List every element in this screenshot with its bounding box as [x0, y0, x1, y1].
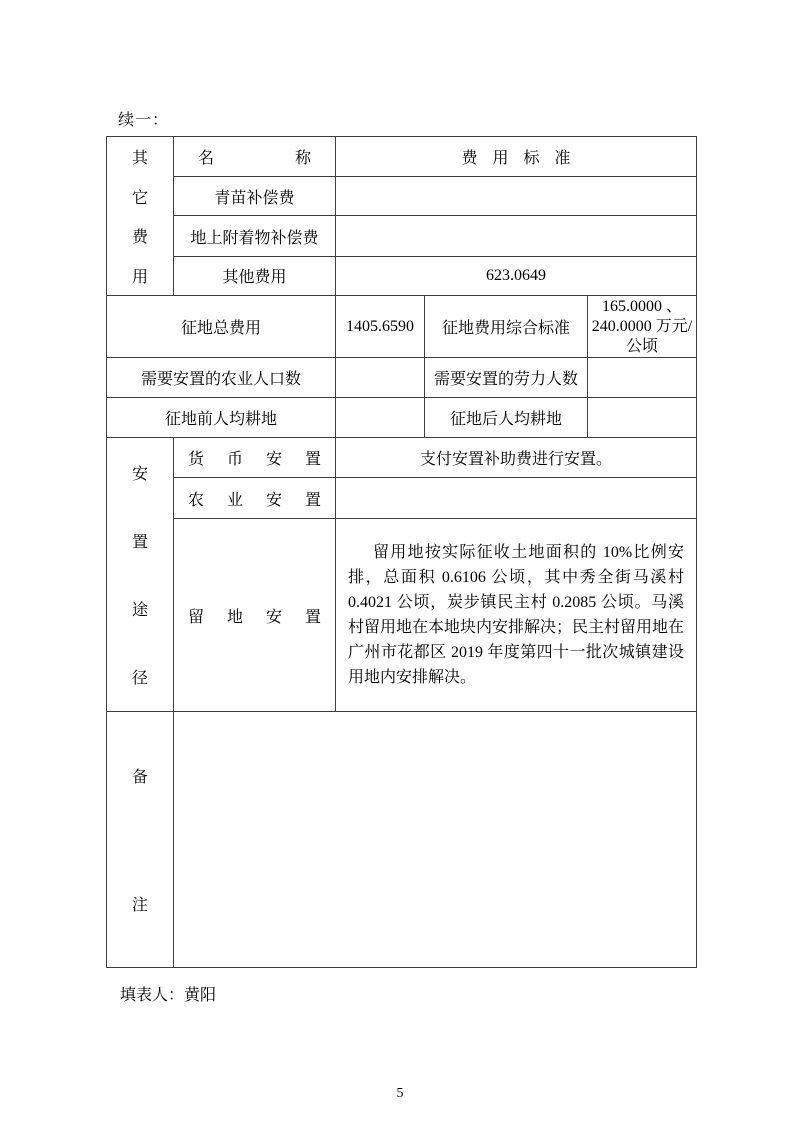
monetary-resettlement-row — [107, 438, 697, 478]
agri-population-label: 需要安置的农业人口数 — [140, 371, 301, 388]
population-row — [107, 358, 697, 398]
form-filler-line: 填表人：黄阳 — [120, 987, 217, 1004]
remarks-group-cell — [107, 712, 174, 968]
farmland-before-label: 征地前人均耕地 — [164, 411, 277, 428]
resettlement-group-label: 安 置 途 径 — [131, 465, 148, 688]
comprehensive-standard-value-cell — [588, 296, 697, 358]
farmland-row — [107, 398, 697, 438]
total-cost-row — [107, 296, 697, 358]
total-cost-value: 1405.6590 — [346, 317, 414, 335]
farmland-before-label-cell — [107, 398, 336, 438]
other-fee-value-cell — [336, 256, 697, 295]
labor-count-value-cell — [588, 358, 697, 398]
header-fee-standard-cell — [336, 137, 697, 177]
comprehensive-standard-label-cell — [425, 296, 588, 358]
agricultural-resettlement-row — [107, 478, 697, 519]
other-fee-label: 其他费用 — [222, 269, 287, 287]
young-crop-fee-label-cell — [174, 177, 336, 216]
comprehensive-standard-value: 165.0000 、240.0000 万元/公顷 — [591, 297, 693, 355]
total-cost-label-cell — [107, 296, 336, 358]
other-fee-value: 623.0649 — [486, 266, 546, 284]
agri-population-value-cell — [336, 358, 425, 398]
farmland-after-value-cell — [588, 398, 697, 438]
header-row — [107, 137, 697, 177]
table-row — [107, 216, 697, 256]
other-fees-group-label: 其 它 费 用 — [131, 150, 148, 286]
comprehensive-standard-label: 征地费用综合标准 — [441, 320, 570, 337]
other-fee-label-cell — [174, 256, 336, 295]
farmland-after-label-cell — [425, 398, 588, 438]
young-crop-fee-label: 青苗补偿费 — [214, 189, 295, 207]
continuation-label: 续一： — [118, 112, 170, 129]
ground-attachments-fee-label: 地上附着物补偿费 — [190, 229, 319, 247]
land-acquisition-cost-table — [106, 136, 697, 968]
reserved-land-paragraph: 留用地按实际征收土地面积的 10%比例安排，总面积 0.6106 公顷，其中秀全街马溪村 0.4021 公顷，炭步镇民主村 0.2085 公顷。马溪村留用地在本地块内安排解决；民主村留用地在广州市花都区 2019 年度第四十一批次城镇建设用地内安排解决。 — [348, 544, 685, 687]
reserved-land-value-cell — [336, 519, 697, 712]
reserved-land-label-cell — [174, 519, 336, 712]
header-name-label: 名 称 — [198, 150, 311, 168]
agricultural-resettlement-label: 农 业 安 置 — [188, 491, 321, 509]
monetary-resettlement-value-cell — [336, 438, 697, 478]
header-name-cell — [174, 137, 336, 177]
farmland-before-value-cell — [336, 398, 425, 438]
farmland-after-label: 征地后人均耕地 — [449, 411, 562, 428]
monetary-resettlement-label-cell — [174, 438, 336, 478]
agricultural-resettlement-label-cell — [174, 478, 336, 519]
resettlement-group-cell — [107, 438, 174, 712]
agri-population-label-cell — [107, 358, 336, 398]
table-row — [107, 177, 697, 216]
total-cost-label: 征地总费用 — [180, 320, 261, 337]
monetary-resettlement-value: 支付安置补助费进行安置。 — [419, 451, 612, 469]
labor-count-label: 需要安置的劳力人数 — [433, 371, 578, 388]
other-fees-group-cell — [107, 137, 174, 296]
reserved-land-resettlement-row — [107, 519, 697, 712]
header-fee-standard-label: 费用标准 — [461, 150, 586, 168]
ground-attachments-fee-label-cell — [174, 216, 336, 256]
remarks-group-label: 备 注 — [131, 769, 148, 914]
young-crop-fee-value-cell — [336, 177, 697, 216]
reserved-land-label: 留 地 安 置 — [188, 608, 321, 626]
monetary-resettlement-label: 货 币 安 置 — [188, 451, 321, 469]
agricultural-resettlement-value-cell — [336, 478, 697, 519]
remarks-value-cell — [174, 712, 697, 968]
table-row — [107, 256, 697, 295]
labor-count-label-cell — [425, 358, 588, 398]
remarks-row — [107, 712, 697, 968]
page-number: 5 — [396, 1086, 404, 1101]
ground-attachments-fee-value-cell — [336, 216, 697, 256]
total-cost-value-cell — [336, 296, 425, 358]
